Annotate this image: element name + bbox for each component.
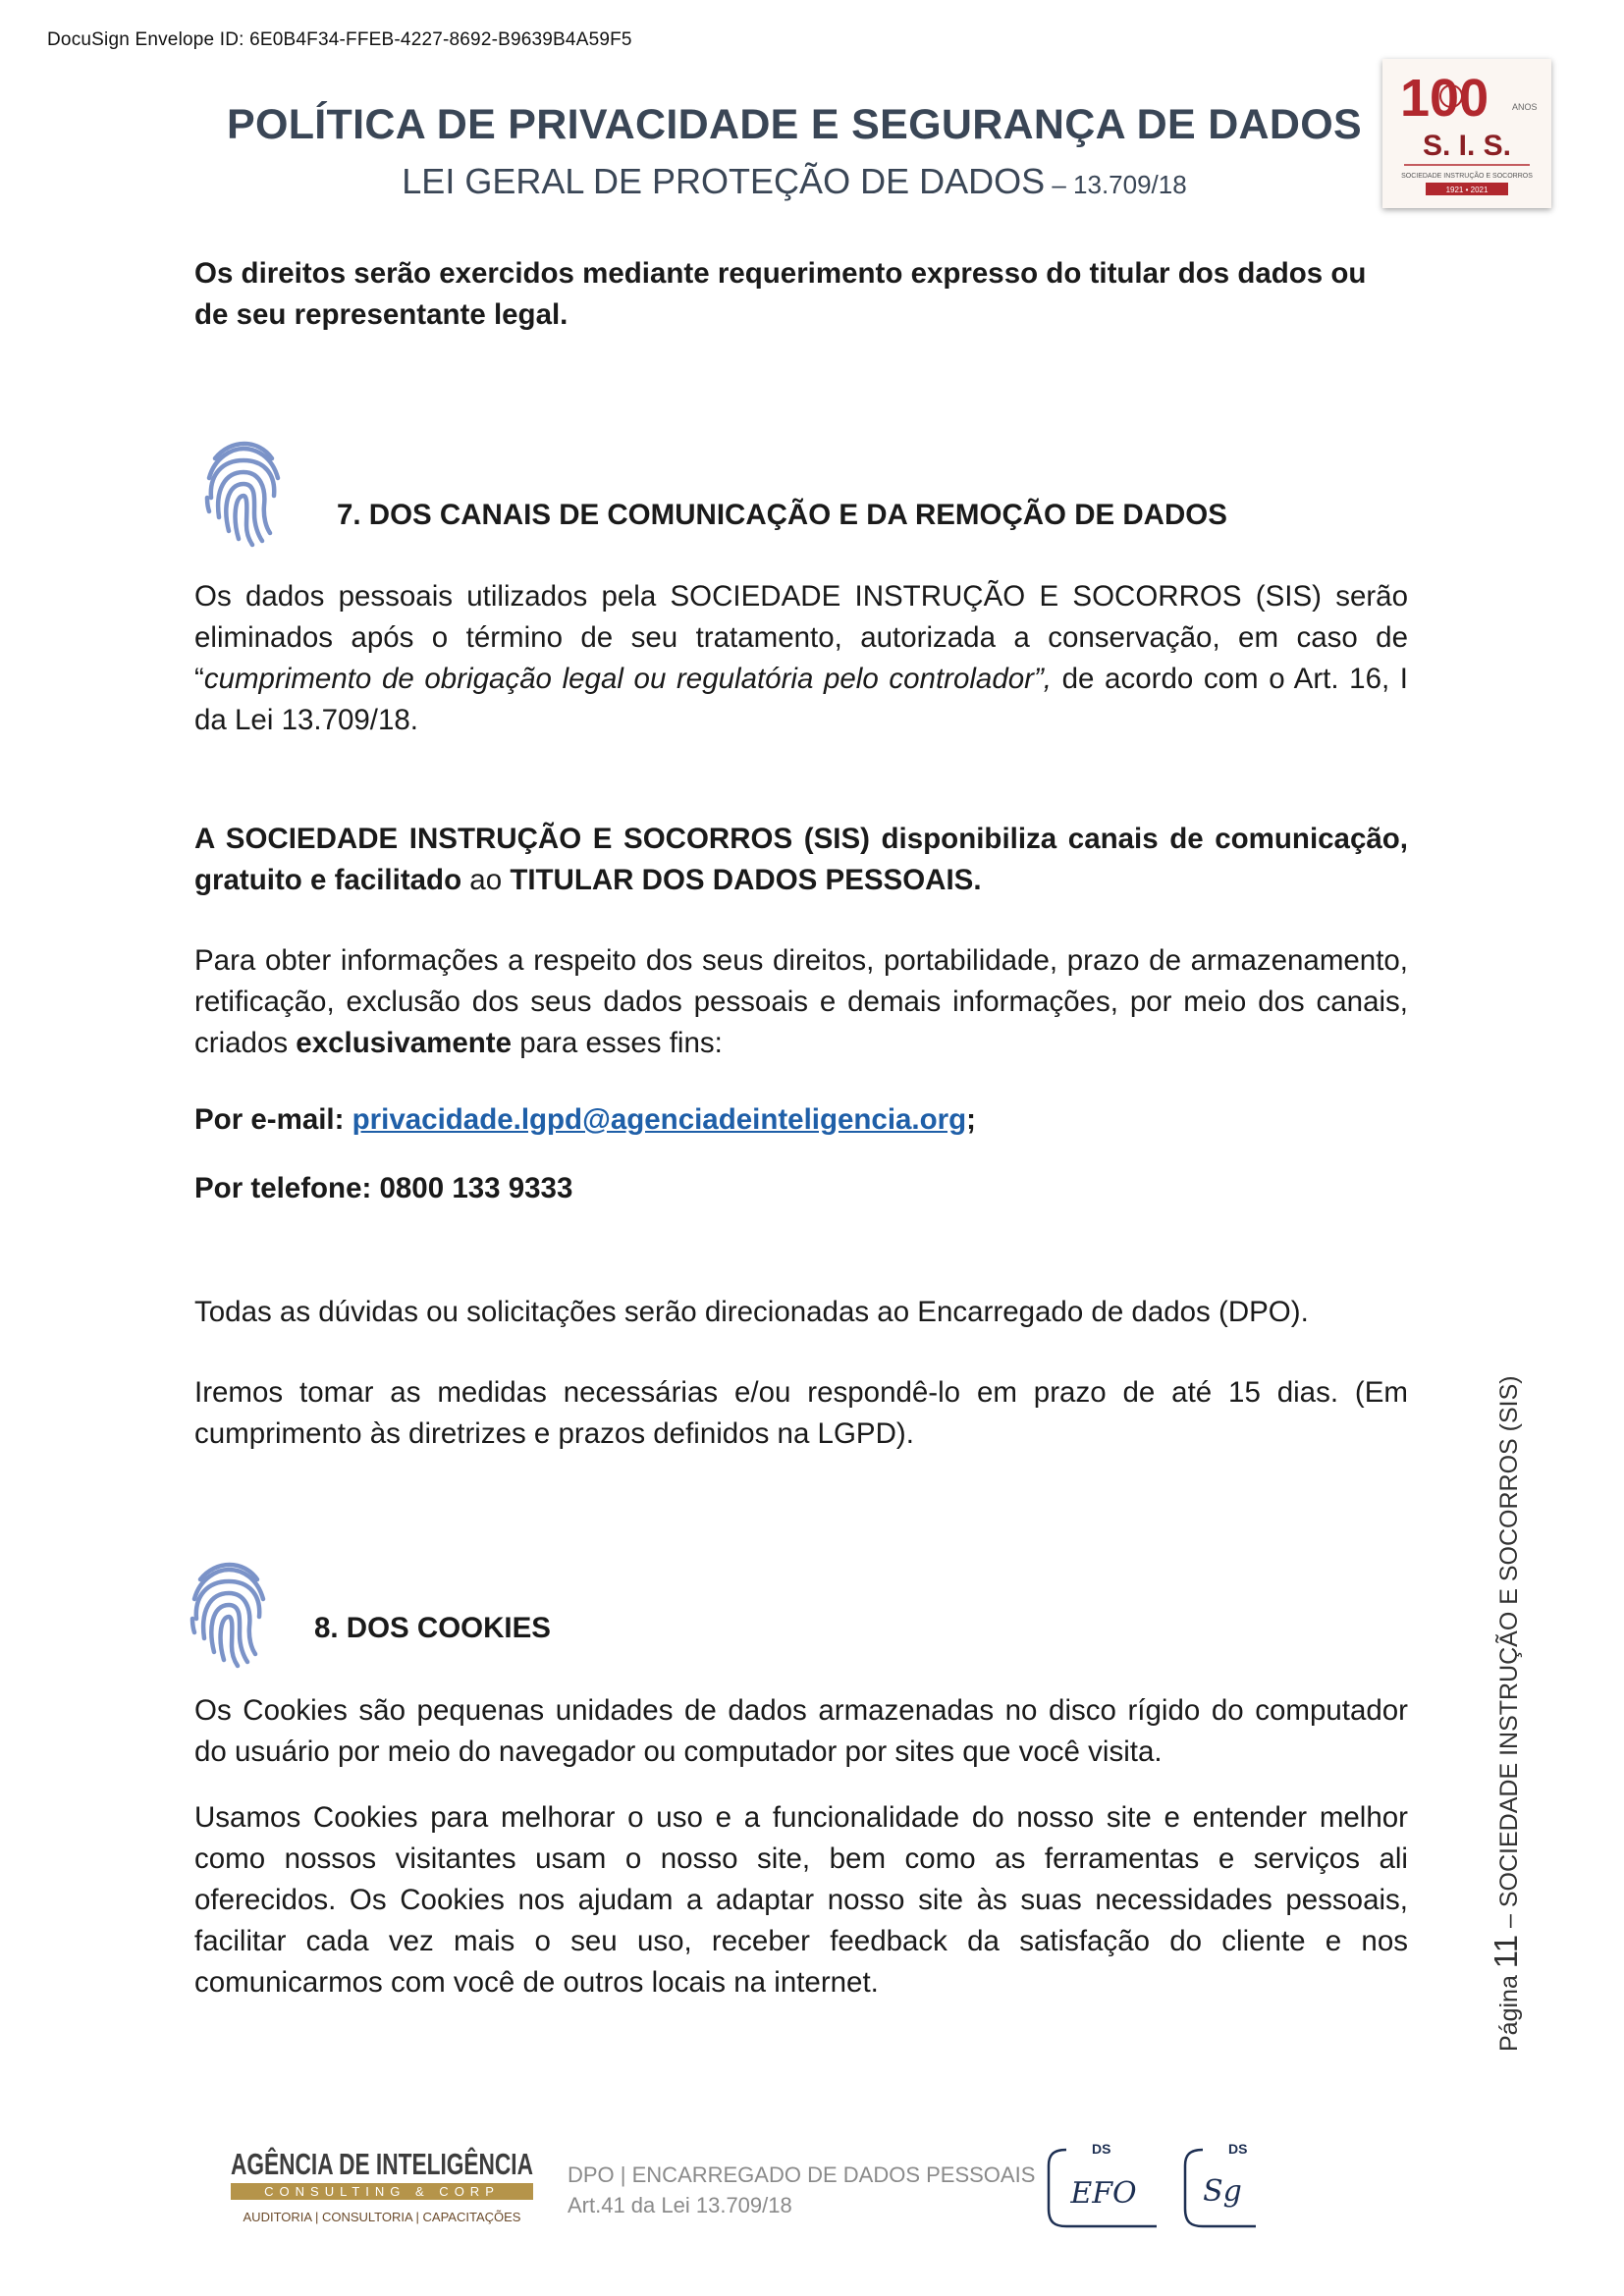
p1-text-a: Os dados pessoais utilizados pela SOCIEDADE INSTRUÇÃO E SOCORROS (SIS) serão eliminados após o término de seu tratamento, autorizada a conservação, em caso de “ (194, 580, 1408, 695)
dpo-line-2: Art.41 da Lei 13.709/18 (568, 2193, 792, 2217)
docusign-initials-efo (1045, 2138, 1159, 2232)
section-7-paragraph-3 (194, 940, 1408, 1064)
p2-bold-1: A SOCIEDADE INSTRUÇÃO E SOCORROS (SIS) disponibiliza canais de comunicação, gratuito e facilitado (194, 823, 1408, 896)
rights-paragraph: Os direitos serão exercidos mediante requerimento expresso do titular dos dados ou de seu representante legal. (194, 257, 1367, 331)
p2-mid: ao (461, 864, 511, 896)
docusign-initials-sg (1181, 2138, 1295, 2232)
document-title: POLÍTICA DE PRIVACIDADE E SEGURANÇA DE DADOS (227, 101, 1362, 148)
p2-bold-2: TITULAR DOS DADOS PESSOAIS. (510, 864, 982, 896)
section-7-title: 7. DOS CANAIS DE COMUNICAÇÃO E DA REMOÇÃO DE DADOS (337, 499, 1227, 531)
agency-services: AUDITORIA | CONSULTORIA | CAPACITAÇÕES (243, 2210, 521, 2224)
agency-band: CONSULTING & CORP (264, 2184, 500, 2199)
dpo-footer-text (568, 2160, 1035, 2220)
section-8-paragraph-1: Os Cookies são pequenas unidades de dados armazenadas no disco rígido do computador do usuário por meio do navegador ou computador por sites que você visita. (194, 1694, 1408, 1768)
section-7-paragraph-2 (194, 819, 1408, 901)
document-subtitle (0, 161, 1589, 202)
subtitle-dash: – (1045, 170, 1074, 199)
section-8-paragraph-2: Usamos Cookies para melhorar o uso e a funcionalidade do nosso site e entender melhor como nossos visitantes usam o nosso site, bem como as ferramentas e serviços ali oferecidos. Os Cookies nos ajudam a adaptar nosso site às suas necessidades pessoais, facilitar cada vez mais o seu uso, receber feedback da satisfação do cliente e nos comunicarmos com você de outros locais na internet. (194, 1801, 1408, 1999)
section-7-paragraph-5: Iremos tomar as medidas necessárias e/ou respondê-lo em prazo de até 15 dias. (Em cumprimento às diretrizes e prazos definidos na LGPD). (194, 1376, 1408, 1450)
email-end: ; (966, 1103, 976, 1136)
docusign-envelope-id: DocuSign Envelope ID: 6E0B4F34-FFEB-4227-8692-B9639B4A59F5 (47, 29, 632, 50)
section-7-paragraph-4: Todas as dúvidas ou solicitações serão direcionadas ao Encarregado de dados (DPO). (194, 1296, 1309, 1328)
p1-text-italic: cumprimento de obrigação legal ou regulatória pelo controlador”, (203, 663, 1052, 695)
section-8-title: 8. DOS COOKIES (314, 1612, 551, 1644)
logo-years: 1921 • 2021 (1445, 186, 1489, 194)
ds-initials-1: EFO (1070, 2176, 1137, 2211)
side-pagina: Página (1495, 1975, 1523, 2052)
logo-100: 100 (1400, 69, 1489, 128)
fingerprint-icon (187, 1556, 271, 1669)
p1-text-b: de acordo com o Art. 16, I da Lei 13.709/18. (194, 663, 1408, 736)
agencia-inteligencia-logo (231, 2143, 644, 2231)
section-7-paragraph-1 (194, 576, 1408, 741)
side-dash: – (1495, 1907, 1523, 1935)
p3-bold: exclusivamente (296, 1027, 513, 1059)
phone-line: Por telefone: 0800 133 9333 (194, 1172, 573, 1204)
side-org: SOCIEDADE INSTRUÇÃO E SOCORROS (SIS) (1495, 1375, 1523, 1908)
logo-sis: S. I. S. (1422, 130, 1512, 162)
side-page-label (1488, 1375, 1525, 2052)
agency-name: AGÊNCIA DE INTELIGÊNCIA (231, 2147, 644, 2181)
sis-100-anos-logo (1382, 59, 1551, 208)
email-label: Por e-mail: (194, 1103, 352, 1136)
ds-label: DS (1092, 2141, 1111, 2157)
fingerprint-icon (201, 435, 286, 548)
ds-initials-2: Sg (1203, 2174, 1242, 2209)
page-number: 11 (1488, 1934, 1524, 1969)
p3-text-a: Para obter informações a respeito dos seus direitos, portabilidade, prazo de armazenamento, retificação, exclusão dos seus dados pessoais e demais informações, por meio dos canais, criados (194, 944, 1408, 1059)
email-link[interactable]: privacidade.lgpd@agenciadeinteligencia.org (352, 1103, 967, 1136)
p3-text-b: para esses fins: (512, 1027, 723, 1059)
ds-label: DS (1228, 2141, 1248, 2157)
subtitle-law-number: 13.709/18 (1073, 170, 1187, 199)
email-line (194, 1099, 1408, 1141)
dpo-line-1: DPO | ENCARREGADO DE DADOS PESSOAIS (568, 2163, 1036, 2187)
agencia-logo-graphic (231, 2143, 644, 2231)
subtitle-text: LEI GERAL DE PROTEÇÃO DE DADOS (402, 161, 1046, 201)
logo-tagline: SOCIEDADE INSTRUÇÃO E SOCORROS (1401, 173, 1533, 180)
sis-logo-graphic (1382, 59, 1551, 208)
logo-anos: ANOS (1512, 102, 1538, 112)
